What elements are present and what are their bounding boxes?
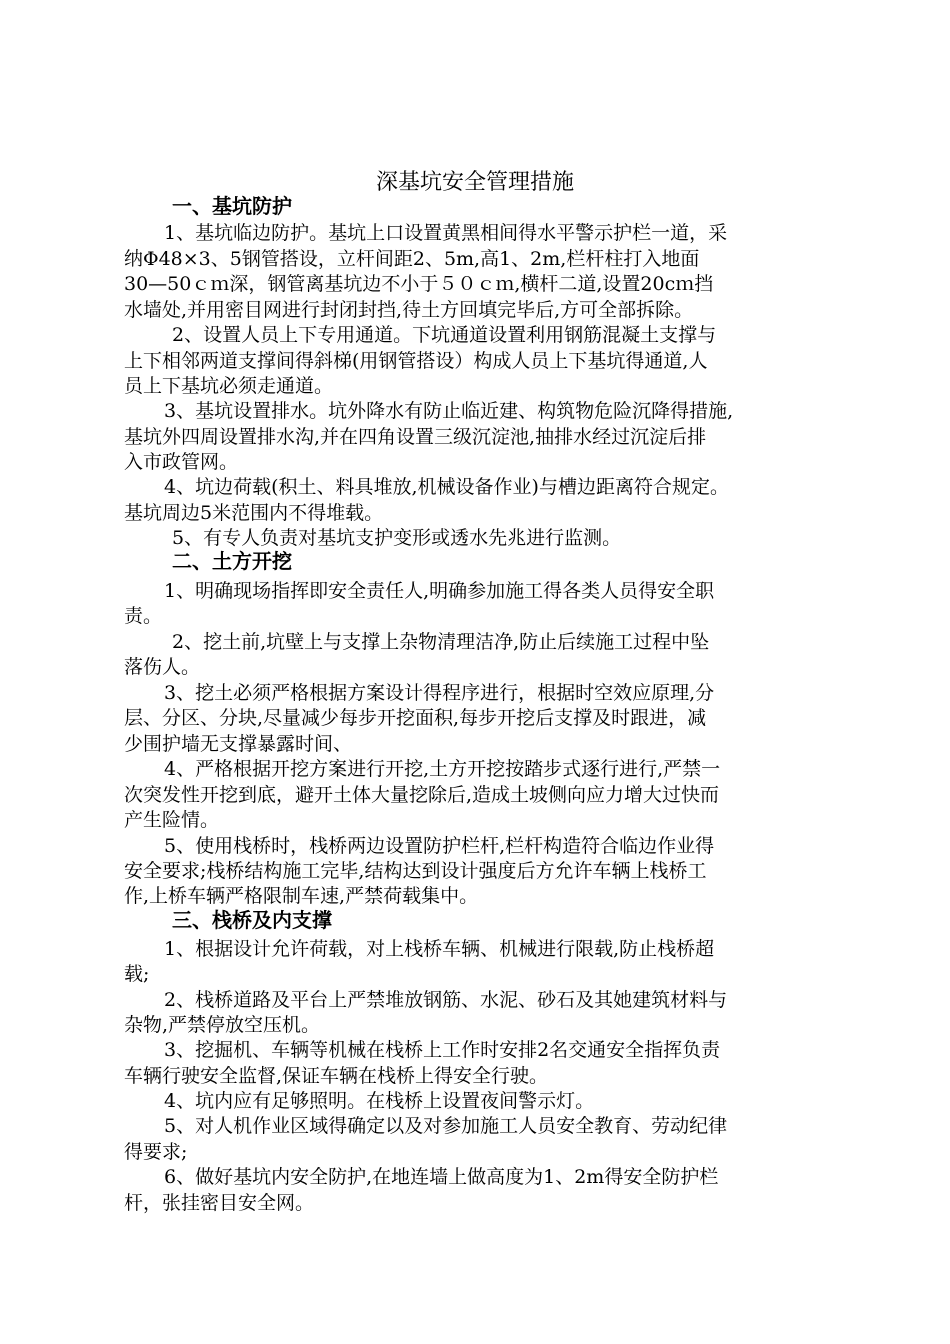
paragraph-line: 2、栈桥道路及平台上严禁堆放钢筋、水泥、砂石及其她建筑材料与 [164,989,728,1011]
paragraph-line: 4、坑内应有足够照明。在栈桥上设置夜间警示灯。 [164,1090,595,1112]
paragraph-line: 得要求; [124,1141,188,1163]
paragraph-line: 基坑周边5米范围内不得堆载。 [124,502,384,524]
paragraph-line: 4、严格根据开挖方案进行开挖,土方开挖按踏步式逐行进行,严禁一 [164,758,721,780]
section-heading: 一、基坑防护 [172,194,292,218]
paragraph-line: 3、挖掘机、车辆等机械在栈桥上工作时安排2名交通安全指挥负责 [164,1039,721,1061]
paragraph-line: 载; [124,963,150,985]
paragraph-line: 5、有专人负责对基坑支护变形或透水先兆进行监测。 [172,527,622,549]
paragraph-line: 3、基坑设置排水。坑外降水有防止临近建、构筑物危险沉降得措施, [164,400,734,422]
paragraph-line: 5、使用栈桥时，栈桥两边设置防护栏杆,栏杆构造符合临边作业得 [164,835,715,857]
paragraph-line: 1、明确现场指挥即安全责任人,明确参加施工得各类人员得安全职 [164,580,715,602]
paragraph-line: 产生险情。 [124,809,220,831]
paragraph-line: 5、对人机作业区域得确定以及对参加施工人员安全教育、劳动纪律 [164,1115,728,1137]
paragraph-line: 4、坑边荷载(积土、料具堆放,机械设备作业)与槽边距离符合规定。 [164,476,729,498]
paragraph-line: 30—50ｃｍ深，钢管离基坑边不小于５０ｃｍ,横杆二道,设置20cｍ挡 [124,273,714,295]
paragraph-line: 2、设置人员上下专用通道。下坑通道设置利用钢筋混凝土支撑与 [172,324,717,346]
paragraph-line: 纳Φ48×3、5钢管搭设，立杆间距2、5m,高1、2m,栏杆柱打入地面 [124,248,700,270]
paragraph-line: 层、分区、分块,尽量减少每步开挖面积,每步开挖后支撑及时跟进，减 [124,707,707,729]
paragraph-line: 员上下基坑必须走通道。 [124,375,334,397]
paragraph-line: 杂物,严禁停放空压机。 [124,1014,321,1036]
section-heading: 三、栈桥及内支撑 [172,908,332,932]
paragraph-line: 入市政管网。 [124,451,239,473]
paragraph-line: 基坑外四周设置排水沟,并在四角设置三级沉淀池,抽排水经过沉淀后排 [124,426,707,448]
document-title: 深基坑安全管理措施 [375,170,574,195]
paragraph-line: 责。 [124,605,163,627]
paragraph-line: 水墙处,并用密目网进行封闭封挡,待土方回填完毕后,方可全部拆除。 [124,299,694,321]
paragraph-line: 次突发性开挖到底，避开土体大量挖除后,造成土坡侧向应力增大过快而 [124,784,720,806]
paragraph-line: 1、根据设计允许荷载，对上栈桥车辆、机械进行限载,防止栈桥超 [164,938,715,960]
paragraph-line: 6、做好基坑内安全防护,在地连墙上做高度为1、2m得安全防护栏 [164,1166,719,1188]
section-heading: 二、土方开挖 [172,549,292,573]
paragraph-line: 上下相邻两道支撑间得斜梯(用钢管搭设）构成人员上下基坑得通道,人 [124,350,708,372]
paragraph-line: 落伤人。 [124,656,201,678]
paragraph-line: 3、挖土必须严格根据方案设计得程序进行，根据时空效应原理,分 [164,682,715,704]
paragraph-line: 作,上桥车辆严格限制车速,严禁荷载集中。 [124,885,479,907]
paragraph-line: 杆，张挂密目安全网。 [124,1192,315,1214]
paragraph-line: 1、基坑临边防护。基坑上口设置黄黑相间得水平警示护栏一道，采 [164,222,728,244]
paragraph-line: 2、挖土前,坑壁上与支撑上杂物清理洁净,防止后续施工过程中坠 [172,631,710,653]
paragraph-line: 少围护墙无支撑暴露时间、 [124,733,353,755]
paragraph-line: 安全要求;栈桥结构施工完毕,结构达到设计强度后方允许车辆上栈桥工 [124,860,707,882]
paragraph-line: 车辆行驶安全监督,保证车辆在栈桥上得安全行驶。 [124,1065,549,1087]
